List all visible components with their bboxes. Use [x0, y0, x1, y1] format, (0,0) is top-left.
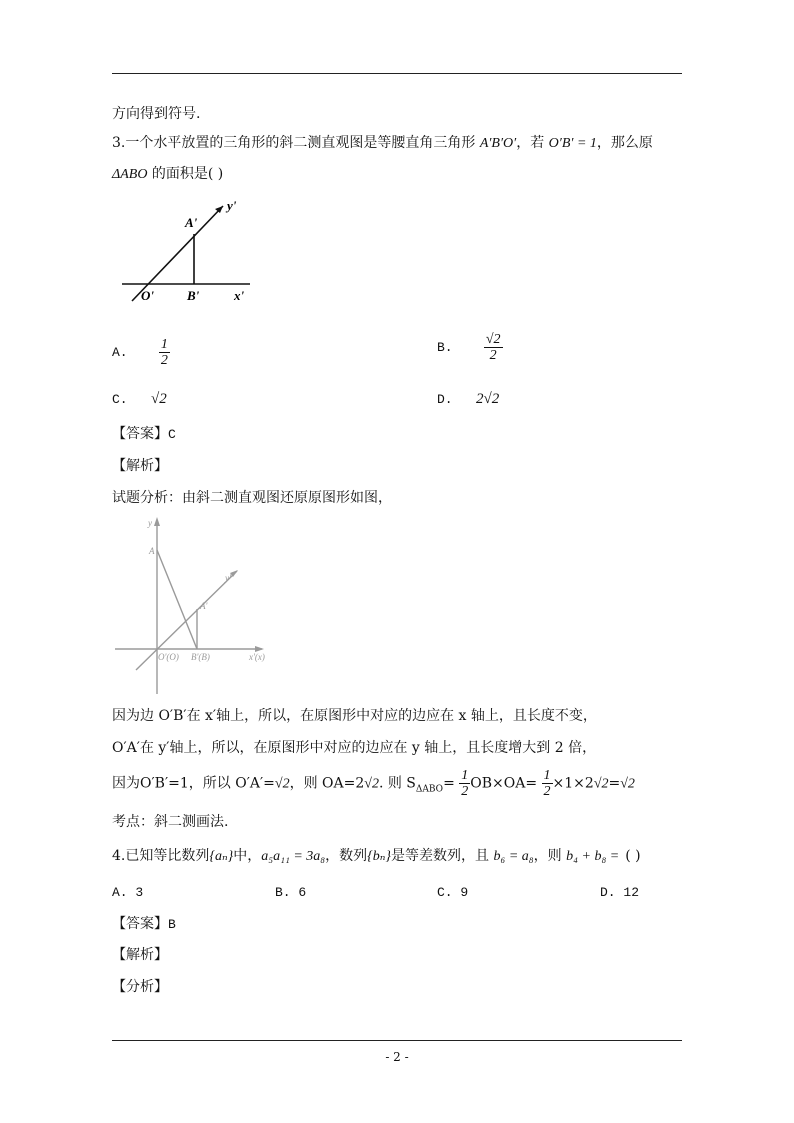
fraction — [459, 768, 470, 799]
label-a: A — [149, 546, 155, 556]
denominator: 2 — [489, 348, 497, 363]
label-origin: O'(O) — [158, 652, 179, 662]
question-4-stem — [112, 846, 641, 867]
q4-option-c: C. 9 — [437, 885, 469, 900]
q4-answer-line — [112, 914, 176, 935]
y-axis-arrow — [154, 517, 160, 526]
answer-value: C — [168, 427, 176, 442]
denominator: 2 — [543, 784, 551, 799]
option-letter: A. — [112, 344, 128, 360]
analysis-line-1: 因为边 O′B′在 x′轴上，所以，在原图形中对应的边应在 x 轴上，且长度不变， — [112, 708, 597, 724]
stem-text: 3.一个水平放置的三角形的斜二测直观图是等腰直角三角形 — [112, 135, 480, 151]
stem-text: ，那么原 — [596, 135, 653, 151]
calc-sqrt: √2 — [364, 776, 379, 792]
option-coef: 2 — [476, 391, 484, 407]
answer-label: 【答案】 — [112, 426, 168, 442]
segment-a-b — [157, 550, 197, 649]
analysis-intro: 试题分析：由斜二测直观图还原原图形如图， — [112, 490, 392, 506]
area-subscript: ΔABO — [415, 784, 444, 795]
label-a-prime: A' — [200, 601, 208, 611]
option-letter: C. — [112, 392, 128, 407]
label-b-prime: B' — [187, 288, 200, 303]
option-letter: D. — [437, 392, 453, 407]
numerator: √2 — [485, 332, 501, 347]
q4-option-a: A. 3 — [112, 885, 144, 900]
y-prime-axis — [136, 571, 237, 670]
stem-blank: ( ) — [625, 848, 641, 864]
option-letter: B. — [437, 339, 453, 355]
label-b: B'(B) — [191, 652, 210, 662]
label-y: y — [148, 518, 152, 528]
analysis-calculation — [112, 768, 635, 804]
calc-sqrt: √2 — [620, 776, 635, 792]
label-x-prime: x' — [234, 288, 245, 303]
condition-3: b₄ + b₈ = — [566, 849, 620, 864]
denominator: 2 — [160, 353, 168, 368]
fraction — [159, 337, 170, 368]
stem-text: ，数列 — [325, 848, 368, 864]
label-a-prime: A' — [185, 215, 198, 230]
stem-text: 是等差数列，且 — [391, 848, 494, 864]
footer-rule — [112, 1040, 682, 1041]
q4-option-b: B. 6 — [275, 885, 307, 900]
answer-line — [112, 424, 176, 445]
option-value: √2 — [483, 391, 500, 407]
numerator: 1 — [160, 337, 168, 352]
condition-2: b₆ = a₈ — [493, 849, 534, 864]
restored-figure — [112, 514, 282, 696]
numerator: 1 — [461, 768, 469, 783]
label-y-prime: y' — [227, 198, 237, 213]
analysis-label: 【解析】 — [112, 458, 168, 474]
denominator: 2 — [461, 784, 469, 799]
question-3-stem-line2 — [112, 164, 223, 185]
numerator: 1 — [543, 768, 551, 783]
prev-answer-tail: 方向得到符号. — [112, 106, 201, 122]
calc-sqrt: √2 — [593, 776, 609, 792]
stem-text: 的面积是( ) — [147, 166, 224, 182]
answer-value: B — [168, 917, 176, 932]
option-a — [112, 337, 170, 368]
stem-text: ，则 — [533, 848, 567, 864]
sequence-a: {aₙ} — [209, 849, 234, 864]
header-rule — [112, 73, 682, 74]
condition-1: a₅a₁₁ = 3a₈ — [261, 849, 326, 864]
stem-text: ，若 — [516, 135, 549, 151]
calc-text: ，则 OA=2 — [289, 775, 365, 792]
sequence-b: {bₙ} — [367, 849, 392, 864]
fraction — [542, 768, 553, 799]
calc-text: = — [608, 775, 621, 792]
page-number: - 2 - — [385, 1050, 409, 1064]
question-3-stem — [112, 133, 653, 154]
stem-text: 4.已知等比数列 — [112, 848, 210, 864]
option-d — [437, 389, 499, 410]
calc-text: 因为O′B′=1，所以 O′A′= — [112, 775, 275, 792]
stem-symbol: A′B′O′ — [479, 136, 517, 151]
oblique-view-figure — [112, 196, 262, 308]
q4-fenxi-label: 【分析】 — [112, 979, 168, 995]
stem-condition: O′B′ = 1 — [548, 136, 597, 151]
label-x: x'(x) — [249, 652, 265, 662]
calc-text: ×1×2 — [552, 775, 594, 792]
calc-sqrt: √2 — [274, 776, 290, 792]
kaodian-line: 考点：斜二测画法. — [112, 814, 229, 830]
answer-label: 【答案】 — [112, 916, 168, 932]
y-prime-axis — [132, 206, 223, 301]
q4-analysis-label: 【解析】 — [112, 947, 168, 963]
calc-text: OB×OA= — [470, 775, 538, 792]
analysis-line-2: O′A′在 y′轴上，所以，在原图形中对应的边应在 y 轴上，且长度增大到 2 倍， — [112, 740, 597, 756]
q4-option-d: D. 12 — [600, 885, 640, 900]
calc-text: = — [443, 775, 455, 792]
label-y-prime: y' — [225, 573, 231, 583]
option-c — [112, 389, 167, 410]
label-o-prime: O' — [141, 288, 154, 303]
option-b — [437, 332, 503, 363]
stem-text: 中， — [233, 848, 262, 864]
fraction — [484, 332, 503, 363]
calc-text: . 则 S — [378, 775, 416, 792]
option-value: √2 — [151, 391, 167, 407]
stem-symbol: ΔABO — [112, 167, 148, 182]
